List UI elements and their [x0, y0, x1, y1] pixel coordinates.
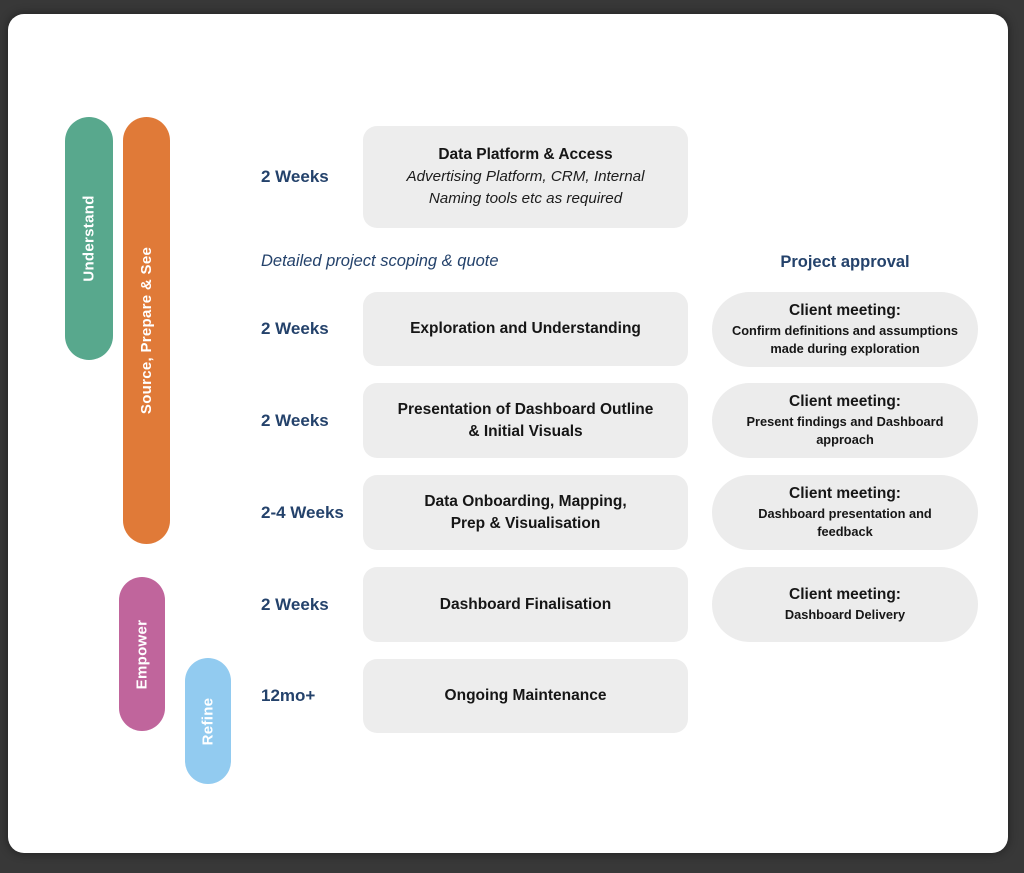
project-approval-header: Project approval — [780, 253, 910, 271]
client-meeting-line: Dashboard Delivery — [784, 607, 906, 622]
client-meeting-line: approach — [816, 431, 874, 447]
task-title-line: Prep & Visualisation — [450, 514, 601, 532]
phase-label-source-prepare-see: Source, Prepare & See — [138, 246, 155, 415]
task-box-dashboard-finalisation — [363, 567, 688, 642]
task-title-line: Presentation of Dashboard Outline — [397, 400, 654, 418]
client-meeting-box-2 — [712, 383, 978, 458]
client-meeting-line: feedback — [817, 523, 873, 539]
duration-label: 2 Weeks — [261, 594, 329, 614]
client-meeting-box-1 — [712, 292, 978, 367]
client-meeting-heading: Client meeting: — [789, 586, 901, 604]
duration-label: 2 Weeks — [261, 410, 329, 430]
task-subtitle-line: Advertising Platform, CRM, Internal — [406, 168, 645, 186]
task-title: Exploration and Understanding — [410, 320, 641, 337]
phase-label-refine: Refine — [199, 697, 217, 745]
task-title: Dashboard Finalisation — [439, 595, 612, 613]
duration-label: 2 Weeks — [261, 167, 329, 186]
client-meeting-box-3 — [712, 475, 978, 550]
task-title: Ongoing Maintenance — [444, 687, 607, 704]
duration-label: 12mo+ — [261, 686, 316, 705]
client-meeting-line: made during exploration — [770, 340, 920, 356]
client-meeting-heading: Client meeting: — [789, 393, 901, 411]
duration-label: 2-4 Weeks — [261, 502, 344, 522]
scoping-note: Detailed project scoping & quote — [261, 252, 499, 270]
task-box-ongoing-maintenance — [363, 659, 688, 733]
client-meeting-line: Confirm definitions and assumptions — [731, 323, 959, 339]
timeline-card — [8, 14, 1008, 853]
client-meeting-heading: Client meeting: — [789, 485, 901, 503]
client-meeting-heading: Client meeting: — [789, 302, 901, 320]
task-subtitle-line: Naming tools etc as required — [428, 190, 623, 207]
phase-label-empower: Empower — [133, 619, 151, 689]
client-meeting-line: Present findings and Dashboard — [746, 414, 944, 430]
client-meeting-line: Dashboard presentation and — [758, 506, 932, 522]
task-title-line: Data Onboarding, Mapping, — [424, 492, 627, 510]
phase-pill-source-prepare-see — [123, 117, 170, 544]
duration-label: 2 Weeks — [261, 319, 329, 338]
phase-pill-understand — [65, 117, 113, 360]
task-box-exploration — [363, 292, 688, 366]
task-box-data-onboarding — [363, 475, 688, 550]
task-box-presentation — [363, 383, 688, 458]
phase-pill-refine — [185, 658, 231, 784]
phase-pill-empower — [119, 577, 165, 731]
task-title-line: & Initial Visuals — [468, 422, 583, 440]
client-meeting-box-4 — [712, 567, 978, 642]
phase-label-understand: Understand — [80, 195, 98, 282]
task-box-data-platform — [363, 126, 688, 228]
task-title: Data Platform & Access — [438, 146, 613, 164]
